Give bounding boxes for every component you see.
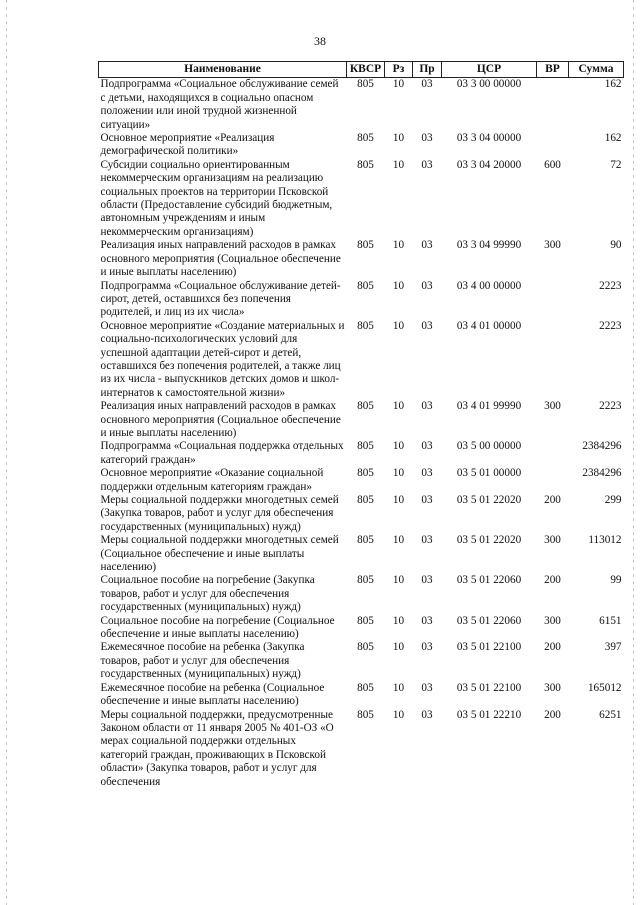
row-sum-cell: 165012 xyxy=(587,681,622,694)
table-row xyxy=(99,320,624,400)
row-pr-cell: 03 xyxy=(421,574,433,587)
row-vr-cell: 300 xyxy=(544,534,561,547)
row-vr-cell: 600 xyxy=(544,158,561,171)
row-csr-cell: 03 3 04 20000 xyxy=(456,158,522,171)
row-sum-cell: 99 xyxy=(610,574,622,587)
row-rz-cell: 10 xyxy=(392,78,405,91)
table-row xyxy=(99,682,624,709)
row-csr-cell: 03 5 01 22060 xyxy=(456,614,522,627)
header-row xyxy=(99,62,624,78)
row-pr-cell: 03 xyxy=(421,641,433,654)
row-kvsr-cell: 805 xyxy=(357,614,374,627)
row-name-cell: Ежемесячное пособие на ребенка (Закупка товаров, работ и услуг для обеспечения государственных (муниципальных) нужд) xyxy=(100,641,305,681)
row-csr-cell: 03 5 01 22210 xyxy=(456,708,522,721)
row-csr-cell: 03 5 01 00000 xyxy=(456,467,522,480)
table-row xyxy=(99,709,624,789)
row-csr-cell: 03 5 01 22060 xyxy=(456,574,522,587)
row-sum-cell: 90 xyxy=(610,239,622,252)
table-row xyxy=(99,574,624,614)
row-rz-cell: 10 xyxy=(392,132,405,145)
header-sum: Сумма xyxy=(569,62,624,78)
row-sum-cell: 2223 xyxy=(599,279,622,292)
table-row xyxy=(99,132,624,159)
row-kvsr-cell: 805 xyxy=(357,708,374,721)
table-row xyxy=(99,159,624,239)
row-csr-cell: 03 5 00 00000 xyxy=(456,440,522,453)
row-csr-cell: 03 4 00 00000 xyxy=(456,279,522,292)
header-name: Наименование xyxy=(99,62,347,78)
row-name-cell: Ежемесячное пособие на ребенка (Социальное обеспечение и иные выплаты населению) xyxy=(100,681,325,708)
row-pr-cell: 03 xyxy=(421,400,433,413)
row-sum-cell: 2384296 xyxy=(582,467,622,480)
row-pr-cell: 03 xyxy=(421,132,433,145)
row-name-cell: Субсидии социально ориентированным некоммерческим организациям на реализацию социальных проектов на территории Псковской области (Предоставление субсидий бюджетным, автономным учреждениям и иным некоммерческим организациям) xyxy=(100,158,333,238)
table-header xyxy=(99,62,624,78)
row-rz-cell: 10 xyxy=(392,319,405,332)
row-sum-cell: 299 xyxy=(604,494,622,506)
table-row xyxy=(99,615,624,642)
row-kvsr-cell: 805 xyxy=(357,158,374,171)
table-row xyxy=(99,239,624,279)
row-name-cell: Реализация иных направлений расходов в рамках основного мероприятия (Социальное обеспечение и иные выплаты населению) xyxy=(100,400,341,439)
row-pr-cell: 03 xyxy=(421,319,433,332)
row-vr-cell: 300 xyxy=(544,614,561,627)
row-rz-cell: 10 xyxy=(392,279,405,292)
row-kvsr-cell: 805 xyxy=(357,279,374,292)
row-csr-cell: 03 3 04 00000 xyxy=(456,132,522,145)
row-vr-cell: 200 xyxy=(544,574,561,587)
row-sum-cell: 6251 xyxy=(599,708,622,721)
row-csr-cell: 03 3 04 99990 xyxy=(456,239,522,252)
row-rz-cell: 10 xyxy=(392,494,405,506)
table-row xyxy=(99,534,624,574)
header-vr: ВР xyxy=(537,62,569,78)
row-rz-cell: 10 xyxy=(392,574,405,587)
row-name-cell: Подпрограмма «Социальное обслуживание семей с детьми, находящихся в социально опасном положении или иной трудной жизненной ситуации» xyxy=(100,78,339,131)
row-pr-cell: 03 xyxy=(421,467,433,480)
row-sum-cell: 397 xyxy=(604,641,622,654)
row-name-cell: Реализация иных направлений расходов в рамках основного мероприятия (Социальное обеспечение и иные выплаты населению) xyxy=(100,239,341,279)
row-pr-cell: 03 xyxy=(421,534,433,547)
row-sum-cell: 2384296 xyxy=(582,440,622,453)
row-sum-cell: 162 xyxy=(604,78,622,91)
row-vr-cell xyxy=(537,440,569,467)
row-vr-cell xyxy=(537,132,569,159)
row-vr-cell xyxy=(537,467,569,494)
row-rz-cell: 10 xyxy=(392,440,405,453)
row-kvsr-cell: 805 xyxy=(357,319,374,332)
row-vr-cell: 200 xyxy=(544,708,561,721)
row-rz-cell: 10 xyxy=(392,467,405,480)
row-vr-cell: 300 xyxy=(544,239,561,252)
row-csr-cell: 03 4 01 00000 xyxy=(456,319,522,332)
row-vr-cell: 200 xyxy=(544,494,561,506)
row-csr-cell: 03 5 01 22020 xyxy=(456,534,522,547)
row-kvsr-cell: 805 xyxy=(357,467,374,480)
row-kvsr-cell: 805 xyxy=(357,681,374,694)
header-rz: Рз xyxy=(385,62,413,78)
header-kvsr: КВСР xyxy=(347,62,385,78)
row-kvsr-cell: 805 xyxy=(357,641,374,654)
row-vr-cell: 200 xyxy=(544,641,561,654)
row-kvsr-cell: 805 xyxy=(357,239,374,252)
row-name-cell: Меры социальной поддержки, предусмотренные Законом области от 11 января 2005 № 401-ОЗ «О мерах социальной поддержки отдельных категорий граждан, проживающих в Псковской области» (Закупка товаров, работ и услуг для обеспечения xyxy=(100,708,334,788)
row-rz-cell: 10 xyxy=(392,614,405,627)
row-vr-cell xyxy=(537,280,569,320)
left-scan-edge xyxy=(6,0,7,905)
row-name-cell: Подпрограмма «Социальная поддержка отдельных категорий граждан» xyxy=(100,440,344,466)
table-row xyxy=(99,467,624,494)
row-sum-cell: 162 xyxy=(604,132,622,145)
row-name-cell: Меры социальной поддержки многодетных семей (Социальное обеспечение и иные выплаты населению) xyxy=(100,534,339,574)
row-kvsr-cell: 805 xyxy=(357,534,374,547)
table-row xyxy=(99,440,624,467)
row-csr-cell: 03 5 01 22100 xyxy=(456,681,522,694)
row-rz-cell: 10 xyxy=(392,534,405,547)
row-vr-cell: 300 xyxy=(544,681,561,694)
budget-table xyxy=(98,61,624,789)
row-rz-cell: 10 xyxy=(392,641,405,654)
right-scan-edge xyxy=(633,0,634,905)
row-csr-cell: 03 5 01 22100 xyxy=(456,641,522,654)
row-kvsr-cell: 805 xyxy=(357,494,374,506)
row-pr-cell: 03 xyxy=(421,279,433,292)
row-name-cell: Социальное пособие на погребение (Социальное обеспечение и иные выплаты населению) xyxy=(100,614,335,641)
row-name-cell: Социальное пособие на погребение (Закупка товаров, работ и услуг для обеспечения государственных (муниципальных) нужд) xyxy=(100,574,315,614)
row-pr-cell: 03 xyxy=(421,78,433,91)
row-pr-cell: 03 xyxy=(421,440,433,453)
row-name-cell: Меры социальной поддержки многодетных семей (Закупка товаров, работ и услуг для обеспечения государственных (муниципальных) нужд) xyxy=(100,494,339,533)
table-body xyxy=(99,78,624,789)
table-row xyxy=(99,400,624,440)
row-pr-cell: 03 xyxy=(421,239,433,252)
row-vr-cell: 300 xyxy=(544,400,561,413)
row-sum-cell: 2223 xyxy=(599,319,622,332)
row-name-cell: Основное мероприятие «Создание материальных и социально-психологических условий для успешной адаптации детей-сирот и детей, оставшихся без попечения родителей, а также лиц из их числа - выпускников детских домов и школ-интернатов к самостоятельной жизни» xyxy=(100,319,345,399)
row-kvsr-cell: 805 xyxy=(357,78,374,91)
row-csr-cell: 03 5 01 22020 xyxy=(456,494,522,506)
row-kvsr-cell: 805 xyxy=(357,400,374,413)
row-name-cell: Подпрограмма «Социальное обслуживание детей-сирот, детей, оставшихся без попечения родителей, и лиц из их числа» xyxy=(100,279,341,319)
page-number: 38 xyxy=(314,34,326,48)
row-sum-cell: 2223 xyxy=(599,400,622,413)
row-sum-cell: 72 xyxy=(610,158,622,171)
row-pr-cell: 03 xyxy=(421,494,433,506)
row-rz-cell: 10 xyxy=(392,708,405,721)
row-pr-cell: 03 xyxy=(421,614,433,627)
table-row xyxy=(99,78,624,132)
row-rz-cell: 10 xyxy=(392,400,405,413)
row-name-cell: Основное мероприятие «Реализация демографической политики» xyxy=(100,132,275,158)
table-row xyxy=(99,494,624,534)
table-row xyxy=(99,641,624,681)
row-kvsr-cell: 805 xyxy=(357,574,374,587)
row-vr-cell xyxy=(537,320,569,400)
row-pr-cell: 03 xyxy=(421,681,433,694)
row-sum-cell: 6151 xyxy=(599,614,622,627)
row-kvsr-cell: 805 xyxy=(357,132,374,145)
row-kvsr-cell: 805 xyxy=(357,440,374,453)
row-csr-cell: 03 4 01 99990 xyxy=(456,400,522,413)
table-row xyxy=(99,280,624,320)
row-rz-cell: 10 xyxy=(392,239,405,252)
row-name-cell: Основное мероприятие «Оказание социальной поддержки отдельным категориям граждан» xyxy=(100,467,324,493)
row-pr-cell: 03 xyxy=(421,158,433,171)
row-sum-cell: 113012 xyxy=(588,534,622,547)
row-pr-cell: 03 xyxy=(421,708,433,721)
row-csr-cell: 03 3 00 00000 xyxy=(456,78,522,91)
row-vr-cell xyxy=(537,78,569,132)
row-rz-cell: 10 xyxy=(392,158,405,171)
row-rz-cell: 10 xyxy=(392,681,405,694)
header-pr: Пр xyxy=(413,62,442,78)
header-csr: ЦСР xyxy=(442,62,537,78)
